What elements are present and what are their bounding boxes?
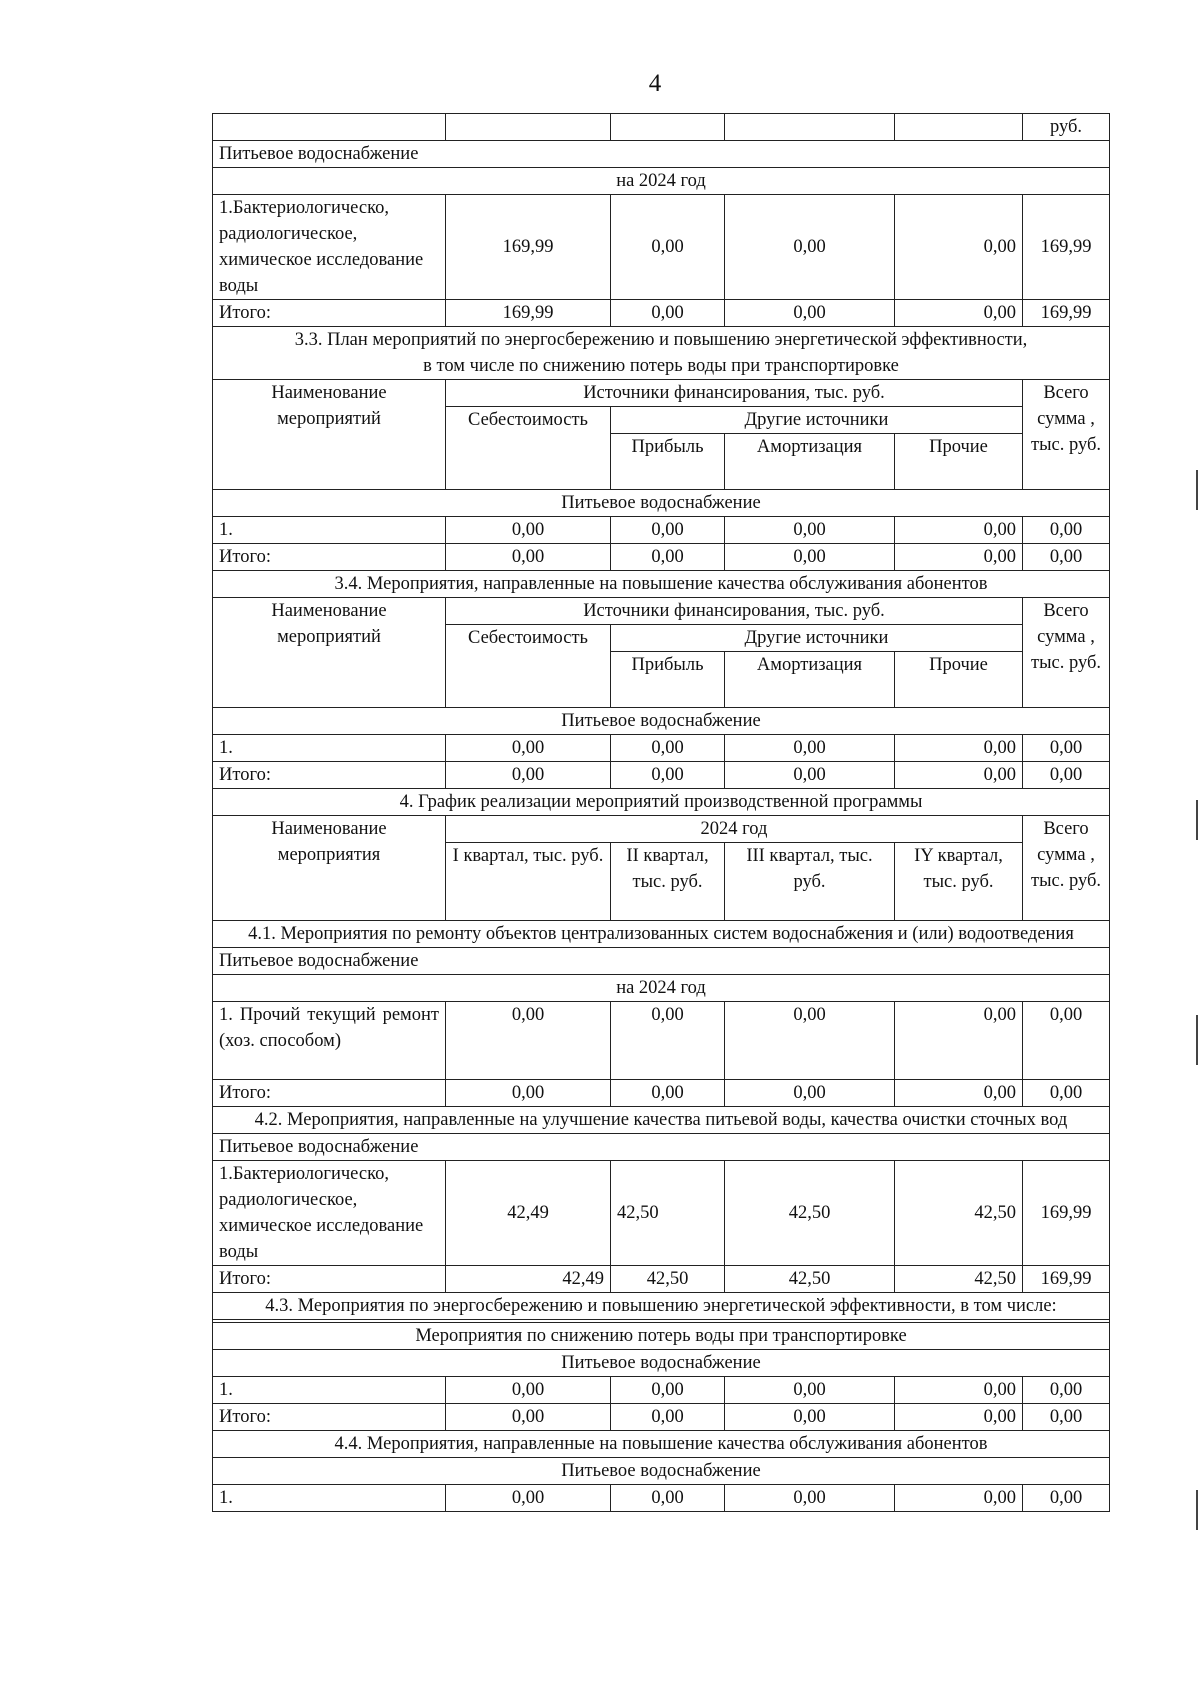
group-row: Питьевое водоснабжение [213,1134,1110,1161]
continuation-row [213,114,1110,141]
table-row: 1. Прочий текущий ремонт (хоз. способом) 0,00 0,00 0,00 0,00 0,00 [213,1002,1110,1080]
group-row: Питьевое водоснабжение [213,1458,1110,1485]
total-row: Итого: 0,00 0,00 0,00 0,00 0,00 [213,1404,1110,1431]
header-row: Прибыль Амортизация Прочие [213,434,1110,490]
section-title: 3.3. План мероприятий по энергосбережению и повышению энергетической эффективности, в том числе по снижению потерь воды при транспортировке [213,327,1110,380]
program-table [212,113,1110,1512]
group-row: Питьевое водоснабжение [213,948,1110,975]
scan-edge-mark [1196,1490,1198,1530]
year-row: на 2024 год [213,975,1110,1002]
total-row: Итого: 169,99 0,00 0,00 0,00 169,99 [213,300,1110,327]
total-row: Итого: 0,00 0,00 0,00 0,00 0,00 [213,544,1110,571]
section-title: 4.2. Мероприятия, направленные на улучшение качества питьевой воды, качества очистки сточных вод [213,1107,1110,1134]
subsection-title: Мероприятия по снижению потерь воды при транспортировке [213,1323,1110,1350]
header-row: Наименование мероприятий Источники финансирования, тыс. руб. Всего сумма , тыс. руб. [213,380,1110,407]
continuation-cell: руб. [1023,114,1110,141]
header-row: Прибыль Амортизация Прочие [213,652,1110,708]
section-title: 4.4. Мероприятия, направленные на повышение качества обслуживания абонентов [213,1431,1110,1458]
header-row: Наименование мероприятия 2024 год Всего сумма , тыс. руб. [213,816,1110,843]
page-number: 4 [648,70,662,97]
section-title: 4.1. Мероприятия по ремонту объектов централизованных систем водоснабжения и (или) водоотведения [213,921,1110,948]
section-title: 3.4. Мероприятия, направленные на повышение качества обслуживания абонентов [213,571,1110,598]
table-row: 1. 0,00 0,00 0,00 0,00 0,00 [213,517,1110,544]
year-row: на 2024 год [213,168,1110,195]
table-row: 1. 0,00 0,00 0,00 0,00 0,00 [213,1377,1110,1404]
header-row: Себестоимость Другие источники [213,407,1110,434]
header-row: I квартал, тыс. руб. II квартал, тыс. руб. III квартал, тыс. руб. IY квартал, тыс. руб. [213,843,1110,921]
total-row: Итого: 42,49 42,50 42,50 42,50 169,99 [213,1266,1110,1293]
scan-edge-mark [1196,1015,1198,1065]
group-row: Питьевое водоснабжение [213,490,1110,517]
table-row: 1. 0,00 0,00 0,00 0,00 0,00 [213,735,1110,762]
scan-edge-mark [1196,470,1198,510]
scan-edge-mark [1196,800,1198,840]
section-title: 4.3. Мероприятия по энергосбережению и повышению энергетической эффективности, в том числе: [213,1293,1110,1320]
group-row: Питьевое водоснабжение [213,141,1110,168]
table-row: 1.Бактериологическо, радиологическое, химическое исследование воды 42,49 42,50 42,50 42,50 169,99 [213,1161,1110,1266]
table-row: 1. 0,00 0,00 0,00 0,00 0,00 [213,1485,1110,1512]
section-title: 4. График реализации мероприятий производственной программы [213,789,1110,816]
header-row: Себестоимость Другие источники [213,625,1110,652]
total-row: Итого: 0,00 0,00 0,00 0,00 0,00 [213,762,1110,789]
header-row: Наименование мероприятий Источники финансирования, тыс. руб. Всего сумма , тыс. руб. [213,598,1110,625]
total-row: Итого: 0,00 0,00 0,00 0,00 0,00 [213,1080,1110,1107]
group-row: Питьевое водоснабжение [213,1350,1110,1377]
group-row: Питьевое водоснабжение [213,708,1110,735]
table-row: 1.Бактериологическо, радиологическое, химическое исследование воды 169,99 0,00 0,00 0,00 169,99 [213,195,1110,300]
item-name: 1.Бактериологическо, радиологическое, химическое исследование воды [213,195,446,300]
